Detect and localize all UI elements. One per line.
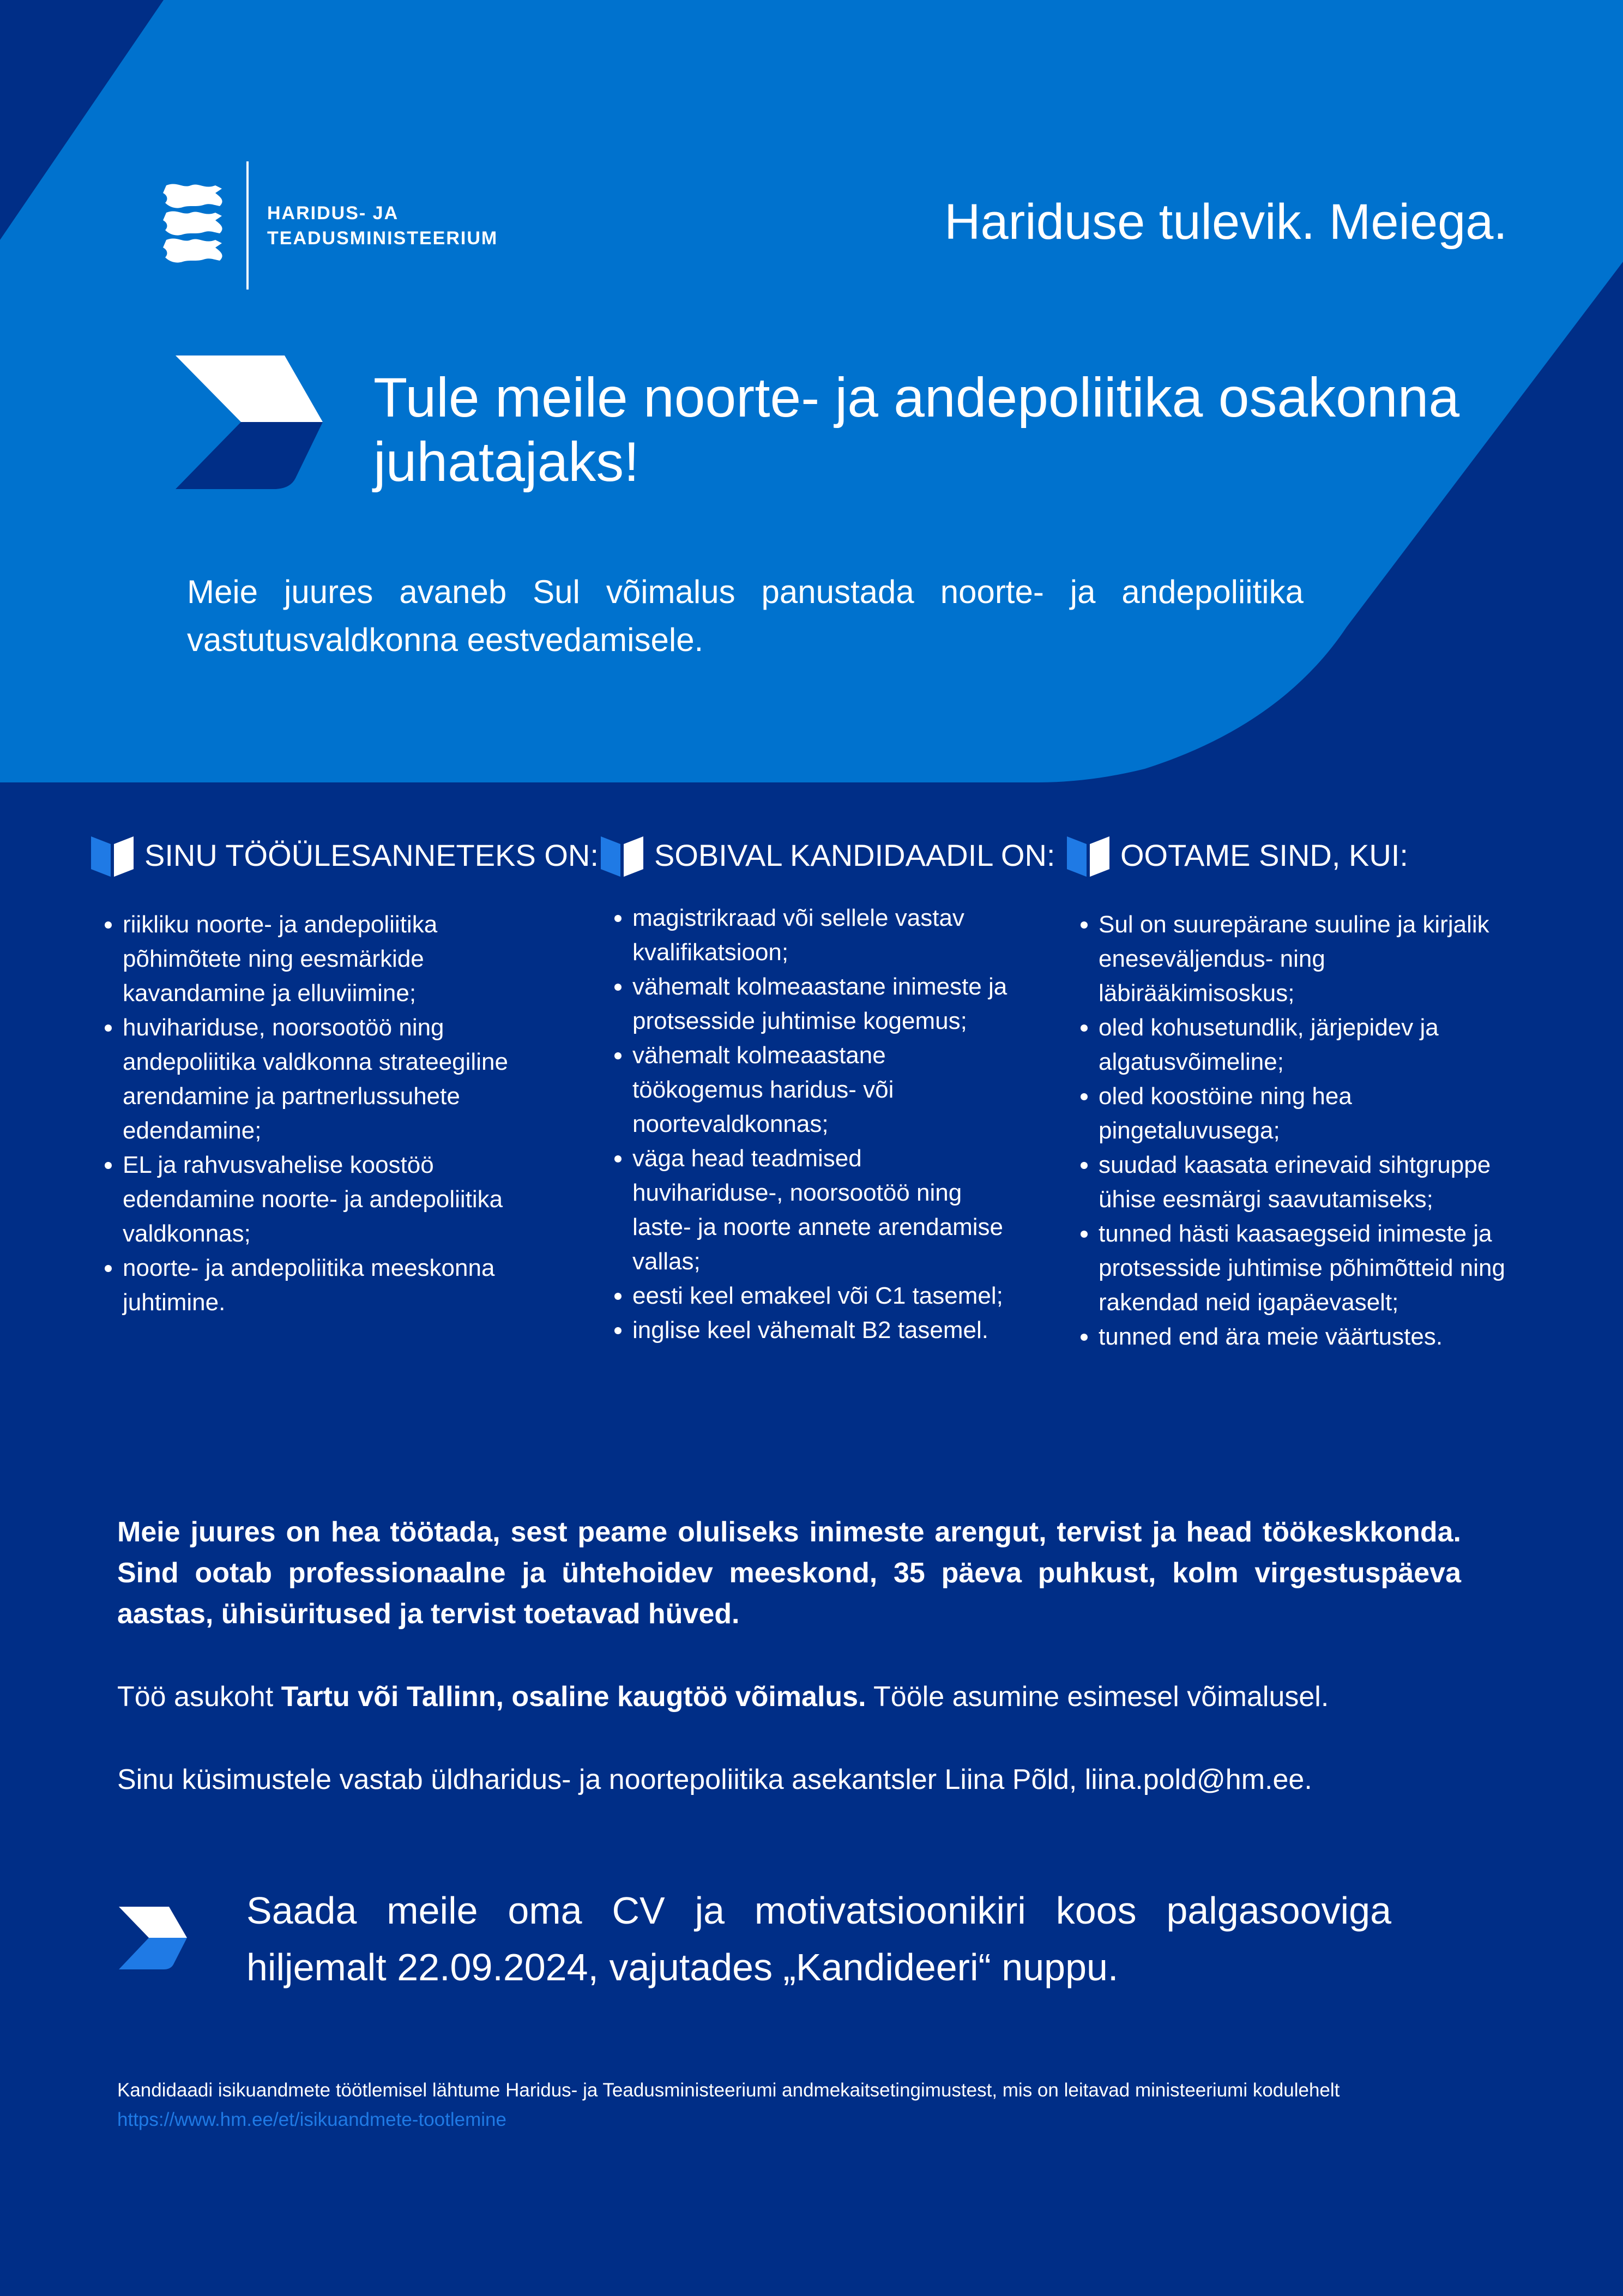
perks-text: Meie juures on hea töötada, sest peame oluliseks inimeste arengut, tervist ja head töökeskkonda. Sind ootab professionaalne ja ühtehoidev meeskond, 35 päeva puhkust, kolm virgestuspäeva aastas, ühisüritused ja tervist toetavad hüved. bbox=[117, 1516, 1461, 1630]
cta-text: Saada meile oma CV ja motivatsioonikiri koos palgasooviga hiljemalt 22.09.2024, vajutades „Kandideeri“ nuppu. bbox=[246, 1889, 1391, 1988]
location-bold: Tartu või Tallinn, osaline kaugtöö võimalus. bbox=[281, 1681, 866, 1713]
estonian-coat-of-arms-icon bbox=[161, 181, 229, 268]
tagline: Hariduse tulevik. Meiega. bbox=[944, 194, 1507, 250]
location-prefix: Töö asukoht bbox=[117, 1681, 281, 1713]
book-icon bbox=[1066, 833, 1111, 878]
list-item: • oled kohusetundlik, järjepidev ja algatusvõimeline; bbox=[1099, 1010, 1513, 1079]
list-item: • tunned end ära meie väärtustes. bbox=[1099, 1319, 1513, 1354]
column-expectations bbox=[1066, 833, 1513, 1354]
expectations-list bbox=[1066, 907, 1513, 1354]
list-item: • oled koostöine ning hea pingetaluvusega; bbox=[1099, 1079, 1513, 1148]
headline: Tule meile noorte- ja andepoliitika osakonna juhatajaks! bbox=[373, 366, 1460, 493]
column-title: SINU TÖÖÜLESANNETEKS ON: bbox=[144, 838, 599, 872]
privacy-link[interactable]: https://www.hm.ee/et/isikuandmete-tootlemine bbox=[117, 2109, 506, 2130]
book-icon bbox=[90, 833, 135, 878]
list-item: • magistrikraad või sellele vastav kvalifikatsioon; bbox=[632, 901, 1014, 969]
list-item: • vähemalt kolmeaastane inimeste ja protsesside juhtimise kogemus; bbox=[632, 969, 1014, 1038]
column-header bbox=[90, 833, 599, 878]
list-item: • Sul on suurepärane suuline ja kirjalik eneseväljendus- ning läbirääkimisoskus; bbox=[1099, 907, 1513, 1010]
chevron-arrow-icon bbox=[176, 355, 323, 489]
contact-text: Sinu küsimustele vastab üldharidus- ja noortepoliitika asekantsler Liina Põld, liina.pold@hm.ee. bbox=[117, 1764, 1312, 1795]
list-item: • huvihariduse, noorsootöö ning andepoliitika valdkonna strateegiline arendamine ja partnerlussuhete edendamine; bbox=[123, 1010, 559, 1148]
list-item: • inglise keel vähemalt B2 tasemel. bbox=[632, 1313, 1014, 1347]
logo-divider bbox=[246, 161, 249, 290]
column-header bbox=[600, 833, 1055, 878]
chevron-arrow-icon bbox=[119, 1907, 187, 1969]
privacy-note: Kandidaadi isikuandmete töötlemisel lähtume Haridus- ja Teadusministeeriumi andmekaitsetingimustest, mis on leitavad ministeeriumi kodulehelt bbox=[117, 2080, 1340, 2101]
intro-text: Meie juures avaneb Sul võimalus panustada noorte- ja andepoliitika vastutusvaldkonna eestvedamisele. bbox=[187, 574, 1304, 658]
book-icon bbox=[600, 833, 644, 878]
org-name-line2: TEADUSMINISTEERIUM bbox=[267, 228, 498, 249]
column-title: OOTAME SIND, KUI: bbox=[1120, 838, 1408, 872]
column-title: SOBIVAL KANDIDAADIL ON: bbox=[654, 838, 1055, 872]
requirements-list bbox=[600, 901, 1014, 1347]
ministry-logo bbox=[161, 161, 499, 290]
column-requirements bbox=[600, 833, 1055, 1347]
list-item: • noorte- ja andepoliitika meeskonna juhtimine. bbox=[123, 1251, 559, 1319]
list-item: • EL ja rahvusvahelise koostöö edendamine noorte- ja andepoliitika valdkonnas; bbox=[123, 1148, 559, 1251]
org-name-line1: HARIDUS- JA bbox=[267, 203, 399, 224]
location-suffix: Tööle asumine esimesel võimalusel. bbox=[866, 1681, 1329, 1713]
duties-list bbox=[90, 907, 559, 1319]
list-item: • eesti keel emakeel või C1 tasemel; bbox=[632, 1279, 1014, 1313]
column-header bbox=[1066, 833, 1513, 878]
list-item: • väga head teadmised huvihariduse-, noorsootöö ning laste- ja noorte annete arendamise vallas; bbox=[632, 1141, 1014, 1279]
list-item: • vähemalt kolmeaastane töökogemus haridus- või noortevaldkonnas; bbox=[632, 1038, 1014, 1141]
list-item: • riikliku noorte- ja andepoliitika põhimõtete ning eesmärkide kavandamine ja elluviimine; bbox=[123, 907, 559, 1010]
location-text bbox=[117, 1677, 1461, 1718]
column-duties bbox=[90, 833, 599, 1319]
org-name bbox=[267, 201, 498, 251]
list-item: • tunned hästi kaasaegseid inimeste ja protsesside juhtimise põhimõtteid ning rakendad neid igapäevaselt; bbox=[1099, 1216, 1513, 1319]
list-item: • suudad kaasata erinevaid sihtgruppe ühise eesmärgi saavutamiseks; bbox=[1099, 1148, 1513, 1216]
